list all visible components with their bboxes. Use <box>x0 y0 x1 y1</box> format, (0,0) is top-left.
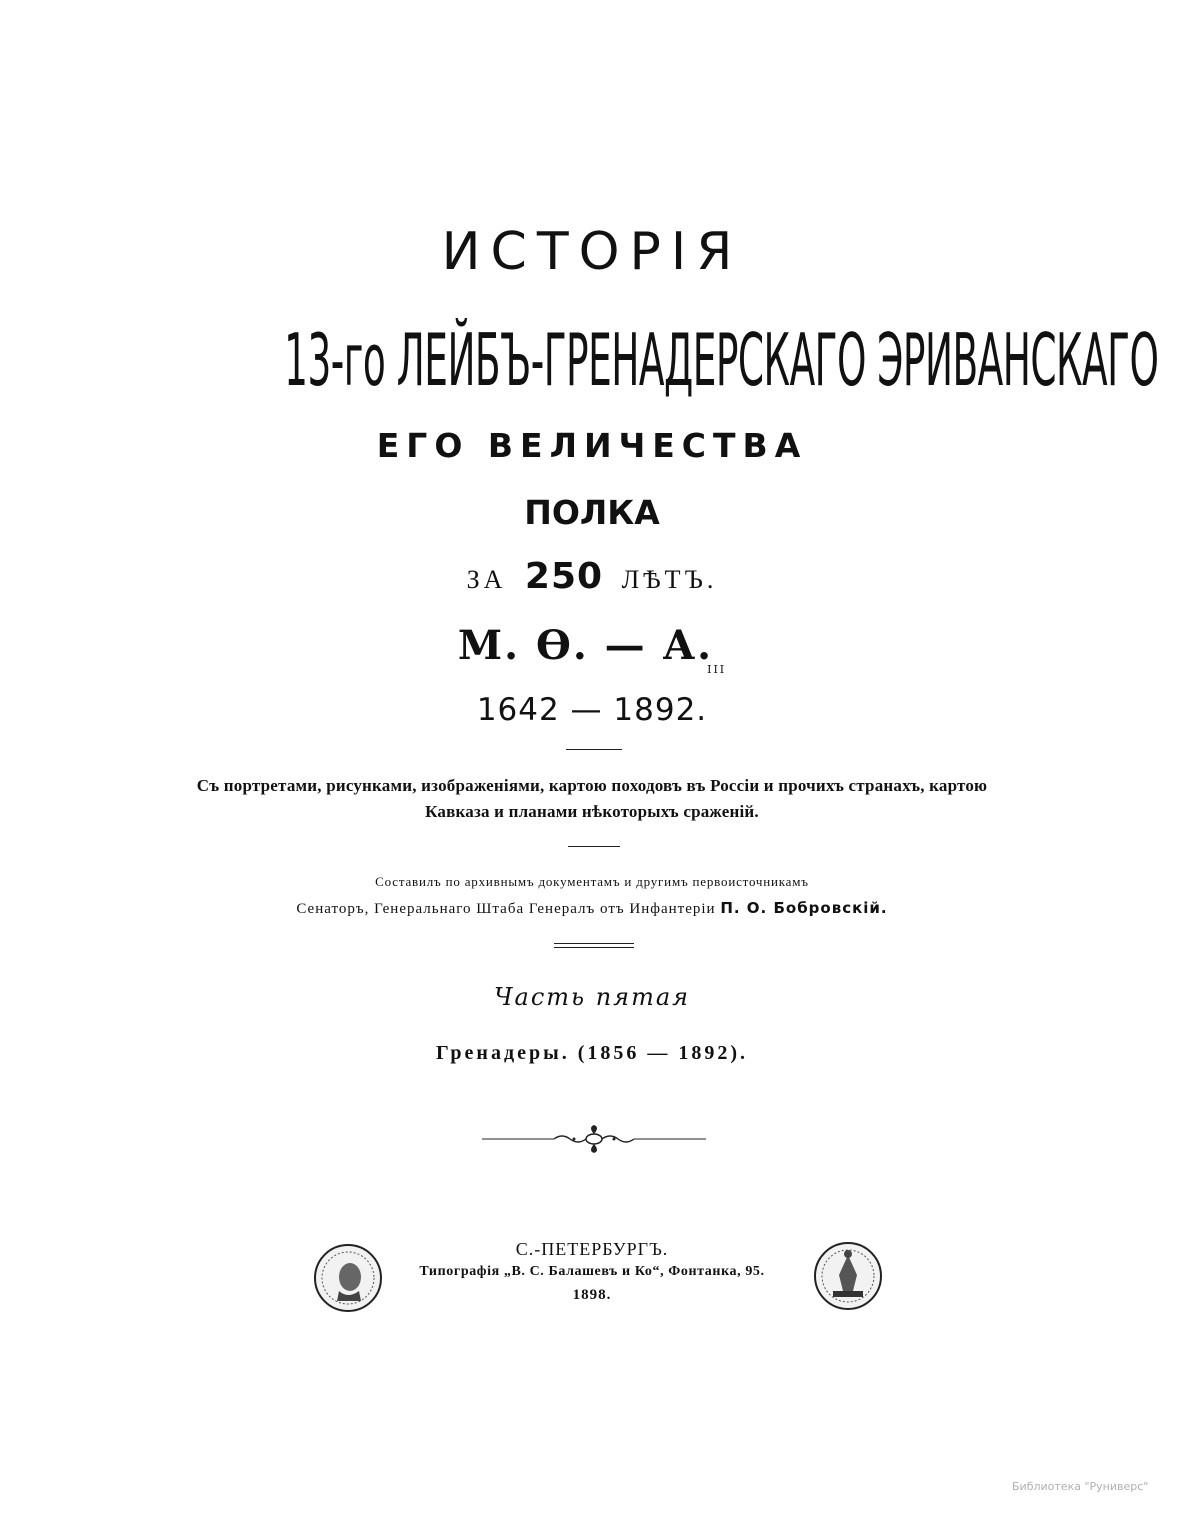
monogram-subscript: III <box>707 663 727 676</box>
divider-rule-2 <box>568 846 620 847</box>
divider-rule-3 <box>554 943 634 948</box>
part-title: Гренадеры. (1856 — 1892). <box>435 1042 749 1064</box>
monogram-text: М. Ѳ. — А. <box>457 622 714 669</box>
author-name: П. О. Бобровскій. <box>720 899 888 917</box>
library-watermark: Библиотека "Руниверс" <box>1012 1480 1149 1493</box>
title-polka: ПОЛКА <box>524 493 660 532</box>
imprint-year: 1898. <box>572 1287 612 1303</box>
title-years-line <box>0 553 1184 604</box>
author-rank: Сенаторъ, Генеральнаго Штаба Генералъ отъ Инфантеріи <box>296 901 716 917</box>
years-prefix: ЗА <box>466 565 507 594</box>
title-main: ИСТОРІЯ <box>441 222 743 282</box>
title-regiment: 13-го ЛЕЙБЪ-ГРЕНАДЕРСКАГО ЭРИВАНСКАГО <box>284 318 1159 402</box>
years-suffix: ЛѢТЪ. <box>621 565 718 594</box>
years-number: 250 <box>524 556 604 597</box>
illustrations-line-1: Съ портретами, рисунками, изображеніями, картою походовъ въ Россіи и прочихъ странахъ, картою <box>196 776 988 795</box>
title-majesty: ЕГО ВЕЛИЧЕСТВА <box>376 426 808 465</box>
compiled-by: Составилъ по архивнымъ документамъ и другимъ первоисточникамъ <box>375 874 809 889</box>
imprint-printer: Типографія „В. С. Балашевъ и Ко“, Фонтанка, 95. <box>419 1264 765 1279</box>
divider-rule-1 <box>566 749 622 750</box>
ornament-flourish-icon <box>482 1124 706 1154</box>
part-number: Часть пятая <box>493 983 691 1011</box>
illustrations-note <box>0 773 1184 825</box>
title-monogram <box>0 622 1184 694</box>
imprint-city: С.-ПЕТЕРБУРГЪ. <box>515 1239 669 1259</box>
title-dates: 1642 — 1892. <box>476 692 708 728</box>
illustrations-line-2: Кавказа и планами нѣкоторыхъ сраженій. <box>425 802 759 821</box>
author-line <box>0 896 1184 921</box>
